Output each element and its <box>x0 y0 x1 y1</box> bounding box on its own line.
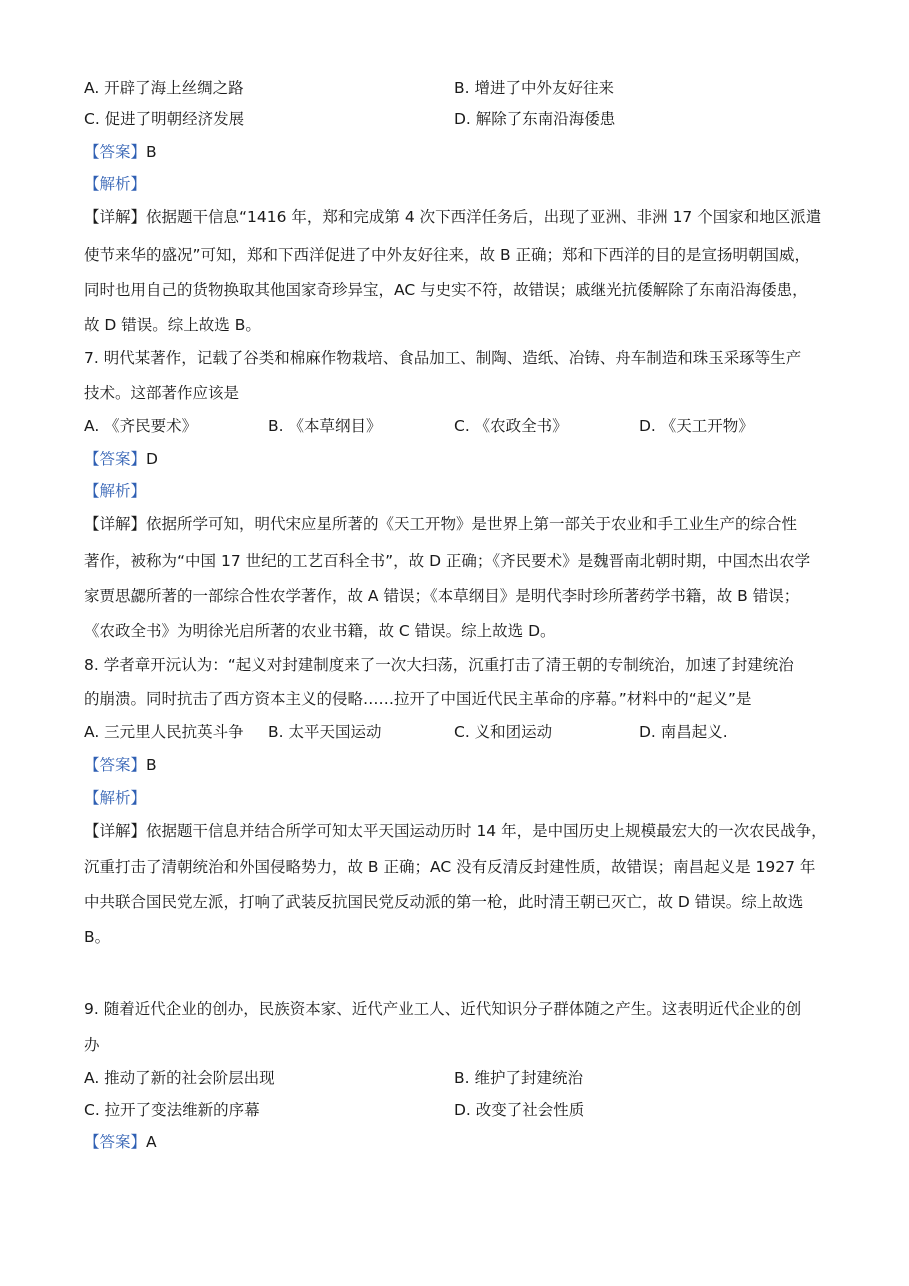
q7-answer-tag: 【答案】 <box>84 450 147 468</box>
q8-detail-line-1 <box>84 821 827 841</box>
q9-stem-line-1: 9. 随着近代企业的创办，民族资本家、近代产业工人、近代知识分子群体随之产生。这表明近代企业的创 <box>84 1000 802 1018</box>
q7-detail-tag: 【详解】 <box>84 515 147 533</box>
q6-analysis-tag: 【解析】 <box>84 175 147 193</box>
q7-option-d: D. 《天工开物》 <box>639 417 754 435</box>
q7-analysis-tag: 【解析】 <box>84 482 147 500</box>
q9-option-b: B. 维护了封建统治 <box>454 1069 583 1087</box>
q8-detail-line-4: B。 <box>84 928 111 946</box>
q7-option-a: A. 《齐民要术》 <box>84 417 198 435</box>
q9-option-c: C. 拉开了变法维新的序幕 <box>84 1101 260 1119</box>
q8-detail-line-2: 沉重打击了清朝统治和外国侵略势力，故 B 正确；AC 没有反清反封建性质，故错误；南昌起义是 1927 年 <box>84 858 816 876</box>
q6-answer <box>84 142 157 162</box>
q6-answer-value: B <box>146 143 157 161</box>
q6-option-c: C. 促进了明朝经济发展 <box>84 110 245 128</box>
q8-option-b: B. 太平天国运动 <box>268 723 382 741</box>
q8-analysis-tag: 【解析】 <box>84 789 147 807</box>
q7-stem-line-2: 技术。这部著作应该是 <box>84 384 240 402</box>
q7-option-b: B. 《本草纲目》 <box>268 417 382 435</box>
q7-detail-text-1: 依据所学可知，明代宋应星所著的《天工开物》是世界上第一部关于农业和手工业生产的综合性 <box>146 515 798 533</box>
q8-answer-value: B <box>146 756 157 774</box>
q6-answer-tag: 【答案】 <box>84 143 147 161</box>
q8-detail-line-3: 中共联合国民党左派，打响了武装反抗国民党反动派的第一枪，此时清王朝已灭亡，故 D 错误。综上故选 <box>84 893 804 911</box>
q9-stem-line-2: 办 <box>84 1036 100 1054</box>
q6-detail-line-1 <box>84 207 821 227</box>
q6-option-d: D. 解除了东南沿海倭患 <box>454 110 616 128</box>
q7-options-row <box>84 416 844 436</box>
q8-option-d: D. 南昌起义. <box>639 723 728 741</box>
q9-option-a: A. 推动了新的社会阶层出现 <box>84 1069 275 1087</box>
q8-option-c: C. 义和团运动 <box>454 723 553 741</box>
q9-answer-tag: 【答案】 <box>84 1133 147 1151</box>
q8-option-a: A. 三元里人民抗英斗争 <box>84 723 244 741</box>
q7-detail-line-4: 《农政全书》为明徐光启所著的农业书籍，故 C 错误。综上故选 D。 <box>84 622 556 640</box>
q6-detail-line-4: 故 D 错误。综上故选 B。 <box>84 316 261 334</box>
q8-answer-tag: 【答案】 <box>84 756 147 774</box>
q6-options-row-2 <box>84 109 844 129</box>
q8-stem-line-1: 8. 学者章开沅认为：“起义对封建制度来了一次大扫荡，沉重打击了清王朝的专制统治，加速了封建统治 <box>84 656 794 674</box>
q9-answer-value: A <box>146 1133 157 1151</box>
q7-answer <box>84 449 158 469</box>
q6-detail-line-3: 同时也用自己的货物换取其他国家奇珍异宝，AC 与史实不符，故错误；戚继光抗倭解除了东南沿海倭患， <box>84 281 808 299</box>
q8-stem-line-2: 的崩溃。同时抗击了西方资本主义的侵略……拉开了中国近代民主革命的序幕。”材料中的“起义”是 <box>84 690 752 708</box>
q7-detail-line-3: 家贾思勰所著的一部综合性农学著作，故 A 错误；《本草纲目》是明代李时珍所著药学书籍，故 B 错误； <box>84 587 800 605</box>
q7-detail-line-1 <box>84 514 797 534</box>
q6-detail-text-1: 依据题干信息“1416 年，郑和完成第 4 次下西洋任务后，出现了亚洲、非洲 17 个国家和地区派遣 <box>146 208 822 226</box>
q9-options-row-2 <box>84 1100 844 1120</box>
q6-options-row-1 <box>84 78 844 98</box>
q8-detail-tag: 【详解】 <box>84 822 147 840</box>
q7-option-c: C. 《农政全书》 <box>454 417 568 435</box>
q7-detail-line-2: 著作，被称为“中国 17 世纪的工艺百科全书”，故 D 正确；《齐民要术》是魏晋南北朝时期，中国杰出农学 <box>84 552 811 570</box>
q7-stem-line-1: 7. 明代某著作，记载了谷类和棉麻作物栽培、食品加工、制陶、造纸、冶铸、舟车制造和珠玉采琢等生产 <box>84 349 802 367</box>
q6-option-b: B. 增进了中外友好往来 <box>454 79 614 97</box>
q7-answer-value: D <box>146 450 158 468</box>
q9-option-d: D. 改变了社会性质 <box>454 1101 585 1119</box>
q6-detail-line-2: 使节来华的盛况”可知，郑和下西洋促进了中外友好往来，故 B 正确；郑和下西洋的目的是宣扬明朝国威， <box>84 246 811 264</box>
q8-answer <box>84 755 157 775</box>
q9-options-row-1 <box>84 1068 844 1088</box>
q9-answer <box>84 1132 157 1152</box>
q6-detail-tag: 【详解】 <box>84 208 147 226</box>
q8-options-row <box>84 722 844 742</box>
q6-option-a: A. 开辟了海上丝绸之路 <box>84 79 244 97</box>
q8-detail-text-1: 依据题干信息并结合所学可知太平天国运动历时 14 年，是中国历史上规模最宏大的一次农民战争， <box>146 822 827 840</box>
